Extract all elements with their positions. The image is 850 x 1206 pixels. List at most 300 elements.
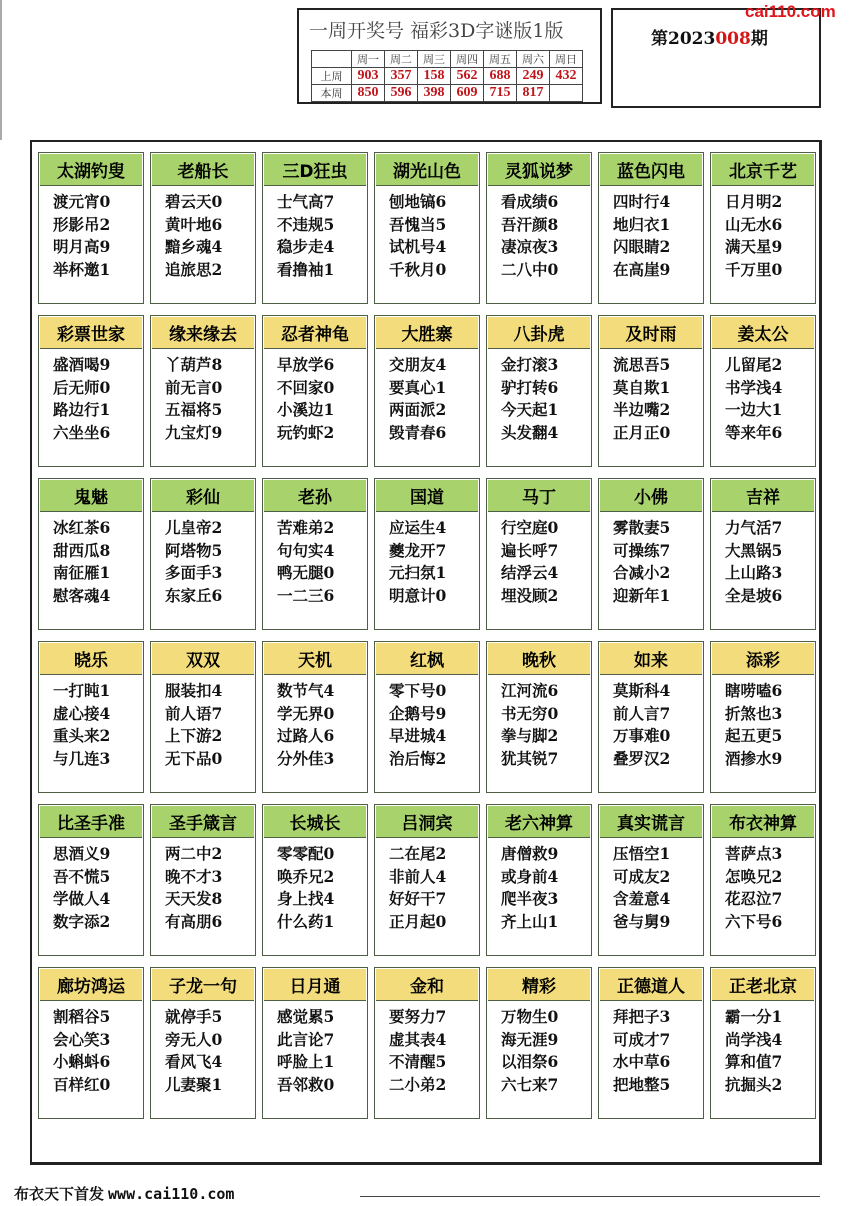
riddle-card <box>486 641 592 793</box>
issue-code: 008 <box>715 29 751 49</box>
riddle-line: 举杯邀1 <box>53 259 111 279</box>
riddle-line: 一打盹1 <box>53 681 111 700</box>
riddle-line: 二小弟2 <box>389 1074 447 1094</box>
riddle-line: 瞎唠嗑6 <box>725 681 783 700</box>
riddle-line: 两面派2 <box>389 400 447 419</box>
riddle-card <box>150 478 256 630</box>
riddle-line: 水中草6 <box>613 1052 671 1071</box>
riddle-line: 犹其锐7 <box>501 748 559 768</box>
card-body <box>599 843 703 933</box>
riddle-line: 学做人4 <box>53 889 111 908</box>
card-body <box>151 191 255 281</box>
card-author: 蓝色闪电 <box>600 154 702 186</box>
riddle-line: 闪眼睛2 <box>613 237 671 256</box>
riddle-line: 齐上山1 <box>501 911 559 931</box>
riddle-card <box>486 152 592 304</box>
card-author: 正德道人 <box>600 969 702 1001</box>
riddle-line: 书无穷0 <box>501 703 559 723</box>
card-body <box>39 843 143 933</box>
riddle-card <box>486 967 592 1119</box>
riddle-card <box>262 967 368 1119</box>
riddle-line: 碧云天0 <box>165 192 223 211</box>
riddle-line: 分外佳3 <box>277 748 335 768</box>
riddle-line: 明意计0 <box>389 585 447 605</box>
card-author: 国道 <box>376 480 478 512</box>
draw-number: 357 <box>385 68 418 85</box>
card-body <box>375 1006 479 1096</box>
riddle-line: 压悟空1 <box>613 844 671 863</box>
riddle-line: 刨地镐6 <box>389 192 447 211</box>
riddle-line: 会心笑3 <box>53 1029 111 1049</box>
riddle-line: 不违规5 <box>277 214 335 234</box>
riddle-line: 江河流6 <box>501 681 559 700</box>
riddle-line: 千万里0 <box>725 259 783 279</box>
riddle-line: 甜西瓜8 <box>53 540 111 560</box>
riddle-line: 服装扣4 <box>165 681 223 700</box>
draw-number: 432 <box>550 68 583 85</box>
riddle-line: 盛酒喝9 <box>53 355 111 374</box>
riddle-line: 早进城4 <box>389 726 447 745</box>
riddle-line: 万事难0 <box>613 726 671 745</box>
riddle-line: 句句实4 <box>277 540 335 560</box>
riddle-line: 儿皇帝2 <box>165 518 223 537</box>
riddle-line: 早放学6 <box>277 355 335 374</box>
card-author: 马丁 <box>488 480 590 512</box>
card-body <box>487 517 591 607</box>
card-author: 鬼魅 <box>40 480 142 512</box>
riddle-line: 满天星9 <box>725 237 783 256</box>
card-body <box>263 191 367 281</box>
card-author: 廊坊鸿运 <box>40 969 142 1001</box>
riddle-card <box>598 641 704 793</box>
riddle-line: 上山路3 <box>725 563 783 582</box>
riddle-line: 霸一分1 <box>725 1007 783 1026</box>
riddle-card <box>150 152 256 304</box>
card-author: 红枫 <box>376 643 478 675</box>
riddle-line: 在高崖9 <box>613 259 671 279</box>
day-header: 周六 <box>517 51 550 68</box>
riddle-line: 前无言0 <box>165 377 223 397</box>
riddle-line: 看成绩6 <box>501 192 559 211</box>
riddle-line: 慰客魂4 <box>53 585 111 605</box>
riddle-line: 交朋友4 <box>389 355 447 374</box>
draw-number: 398 <box>418 85 451 102</box>
riddle-card <box>38 967 144 1119</box>
riddle-line: 思酒义9 <box>53 844 111 863</box>
riddle-line: 六坐坐6 <box>53 422 111 442</box>
riddle-line: 莫斯科4 <box>613 681 671 700</box>
riddle-line: 无下品0 <box>165 748 223 768</box>
card-author: 正老北京 <box>712 969 814 1001</box>
day-header: 周一 <box>352 51 385 68</box>
riddle-card <box>710 641 816 793</box>
card-body <box>151 354 255 444</box>
riddle-line: 虚心接4 <box>53 703 111 723</box>
riddle-card <box>598 315 704 467</box>
riddle-line: 山无水6 <box>725 214 783 234</box>
riddle-card <box>374 641 480 793</box>
card-author: 子龙一句 <box>152 969 254 1001</box>
riddle-line: 六下号6 <box>725 911 783 931</box>
riddle-line: 呼脸上1 <box>277 1052 335 1071</box>
riddle-line: 应运生4 <box>389 518 447 537</box>
riddle-line: 零下号0 <box>389 681 447 700</box>
riddle-line: 吾邻救0 <box>277 1074 335 1094</box>
riddle-line: 士气高7 <box>277 192 335 211</box>
riddle-line: 大黑锅5 <box>725 540 783 560</box>
riddle-line: 正月正0 <box>613 422 671 442</box>
card-author: 忍者神龟 <box>264 317 366 349</box>
card-author: 缘来缘去 <box>152 317 254 349</box>
card-body <box>599 1006 703 1096</box>
riddle-card <box>38 641 144 793</box>
card-body <box>263 1006 367 1096</box>
riddle-line: 看撸袖1 <box>277 259 335 279</box>
riddle-line: 小蝌蚪6 <box>53 1052 111 1071</box>
card-body <box>375 517 479 607</box>
riddle-line: 黄叶地6 <box>165 214 223 234</box>
riddle-card <box>150 967 256 1119</box>
riddle-line: 起五更5 <box>725 726 783 745</box>
riddle-line: 鸭无腿0 <box>277 563 335 582</box>
riddle-line: 行空庭0 <box>501 518 559 537</box>
card-author: 老船长 <box>152 154 254 186</box>
weekly-results-panel <box>297 8 602 104</box>
card-body <box>711 1006 815 1096</box>
card-author: 金和 <box>376 969 478 1001</box>
riddle-line: 一边大1 <box>725 400 783 419</box>
riddle-line: 日月明2 <box>725 192 783 211</box>
draw-number: 903 <box>352 68 385 85</box>
riddle-card <box>262 804 368 956</box>
left-edge-rule <box>0 0 2 140</box>
riddle-line: 遍长呼7 <box>501 540 559 560</box>
riddle-line: 怎唤兄2 <box>725 866 783 886</box>
riddle-card <box>710 315 816 467</box>
riddle-card <box>374 804 480 956</box>
draw-number: 158 <box>418 68 451 85</box>
card-author: 圣手箴言 <box>152 806 254 838</box>
card-body <box>375 843 479 933</box>
card-author: 太湖钓叟 <box>40 154 142 186</box>
card-author: 真实谎言 <box>600 806 702 838</box>
riddle-line: 尚学浅4 <box>725 1029 783 1049</box>
riddle-line: 试机号4 <box>389 237 447 256</box>
card-author: 姜太公 <box>712 317 814 349</box>
riddle-line: 渡元宵0 <box>53 192 111 211</box>
riddle-line: 数节气4 <box>277 681 335 700</box>
riddle-card <box>486 804 592 956</box>
riddle-line: 以泪祭6 <box>501 1052 559 1071</box>
issue-suffix: 期 <box>750 29 768 49</box>
card-body <box>39 1006 143 1096</box>
riddle-card <box>486 478 592 630</box>
issue-prefix: 第2023 <box>651 29 716 49</box>
riddle-line: 把地整5 <box>613 1074 671 1094</box>
card-author: 及时雨 <box>600 317 702 349</box>
riddle-line: 非前人4 <box>389 866 447 886</box>
riddle-card <box>262 152 368 304</box>
corner-cell <box>312 51 352 68</box>
riddle-line: 海无涯9 <box>501 1029 559 1049</box>
riddle-line: 阿塔物5 <box>165 540 223 560</box>
card-author: 如来 <box>600 643 702 675</box>
day-header: 周二 <box>385 51 418 68</box>
card-body <box>151 680 255 770</box>
draw-number: 609 <box>451 85 484 102</box>
footer <box>14 1183 234 1204</box>
riddle-line: 或身前4 <box>501 866 559 886</box>
riddle-line: 今天起1 <box>501 400 559 419</box>
riddle-line: 四时行4 <box>613 192 671 211</box>
riddle-line: 书学浅4 <box>725 377 783 397</box>
riddle-line: 莫自欺1 <box>613 377 671 397</box>
card-body <box>263 843 367 933</box>
riddle-card <box>150 641 256 793</box>
riddle-card <box>150 804 256 956</box>
riddle-card <box>262 478 368 630</box>
riddle-line: 合减小2 <box>613 563 671 582</box>
riddle-line: 地归衣1 <box>613 214 671 234</box>
riddle-line: 感觉累5 <box>277 1007 335 1026</box>
riddle-line: 吾汗颜8 <box>501 214 559 234</box>
riddle-line: 稳步走4 <box>277 237 335 256</box>
card-author: 晓乐 <box>40 643 142 675</box>
riddle-line: 九宝灯9 <box>165 422 223 442</box>
days-row <box>312 51 583 68</box>
card-author: 彩仙 <box>152 480 254 512</box>
riddle-card <box>486 315 592 467</box>
card-body <box>263 354 367 444</box>
card-author: 小佛 <box>600 480 702 512</box>
card-body <box>39 517 143 607</box>
riddle-line: 全是坡6 <box>725 585 783 605</box>
card-author: 添彩 <box>712 643 814 675</box>
day-header: 周四 <box>451 51 484 68</box>
riddle-line: 五福将5 <box>165 400 223 419</box>
site-watermark[interactable]: cai110.com <box>745 2 836 21</box>
card-body <box>375 680 479 770</box>
card-body <box>711 843 815 933</box>
riddle-card <box>38 152 144 304</box>
riddle-line: 多面手3 <box>165 563 223 582</box>
riddle-line: 折煞也3 <box>725 703 783 723</box>
card-author: 大胜寨 <box>376 317 478 349</box>
riddle-card <box>262 641 368 793</box>
footer-url[interactable]: www.cai110.com <box>108 1185 235 1203</box>
riddle-line: 冰红茶6 <box>53 518 111 537</box>
riddle-line: 好好干7 <box>389 889 447 908</box>
card-body <box>39 354 143 444</box>
card-body <box>263 680 367 770</box>
issue-number <box>651 24 768 49</box>
riddle-line: 不回家0 <box>277 377 335 397</box>
riddle-line: 含羞意4 <box>613 889 671 908</box>
riddle-line: 金打滚3 <box>501 355 559 374</box>
riddle-line: 玩钓虾2 <box>277 422 335 442</box>
riddle-line: 吾愧当5 <box>389 214 447 234</box>
card-body <box>39 191 143 281</box>
card-author: 吕洞宾 <box>376 806 478 838</box>
riddle-line: 儿留尾2 <box>725 355 783 374</box>
riddle-line: 迎新年1 <box>613 585 671 605</box>
riddle-line: 南征雁1 <box>53 563 111 582</box>
riddle-line: 唐僧救9 <box>501 844 559 863</box>
riddle-line: 天天发8 <box>165 889 223 908</box>
riddle-line: 二八中0 <box>501 259 559 279</box>
riddle-line: 要努力7 <box>389 1007 447 1026</box>
card-author: 三D狂虫 <box>264 154 366 186</box>
riddle-line: 雾散妻5 <box>613 518 671 537</box>
card-body <box>487 843 591 933</box>
riddle-line: 千秋月0 <box>389 259 447 279</box>
riddle-line: 零零配0 <box>277 844 335 863</box>
card-body <box>599 680 703 770</box>
riddle-line: 割稻谷5 <box>53 1007 111 1026</box>
card-author: 长城长 <box>264 806 366 838</box>
riddle-line: 与几连3 <box>53 748 111 768</box>
card-body <box>599 354 703 444</box>
card-author: 比圣手准 <box>40 806 142 838</box>
card-author: 日月通 <box>264 969 366 1001</box>
riddle-line: 百样红0 <box>53 1074 111 1094</box>
riddle-line: 要真心1 <box>389 377 447 397</box>
riddle-line: 学无界0 <box>277 703 335 723</box>
row-label: 上周 <box>312 68 352 85</box>
draw-number: 688 <box>484 68 517 85</box>
riddle-card <box>598 804 704 956</box>
riddle-line: 追旅思2 <box>165 259 223 279</box>
riddle-line: 虚其表4 <box>389 1029 447 1049</box>
card-author: 八卦虎 <box>488 317 590 349</box>
card-body <box>711 517 815 607</box>
riddle-line: 可操练7 <box>613 540 671 560</box>
card-body <box>487 191 591 281</box>
riddle-line: 夔龙开7 <box>389 540 447 560</box>
riddle-line: 头发翻4 <box>501 422 559 442</box>
day-header: 周日 <box>550 51 583 68</box>
riddle-line: 可成才7 <box>613 1029 671 1049</box>
riddle-line: 看风飞4 <box>165 1052 223 1071</box>
riddle-line: 可成友2 <box>613 866 671 886</box>
riddle-card <box>598 478 704 630</box>
riddle-line: 明月高9 <box>53 237 111 256</box>
riddle-line: 抗掘头2 <box>725 1074 783 1094</box>
riddle-line: 两二中2 <box>165 844 223 863</box>
draw-number: 715 <box>484 85 517 102</box>
riddle-line: 埋没顾2 <box>501 585 559 605</box>
card-body <box>151 517 255 607</box>
riddle-line: 不清醒5 <box>389 1052 447 1071</box>
riddle-line: 结浮云4 <box>501 563 559 582</box>
riddle-line: 驴打转6 <box>501 377 559 397</box>
riddle-line: 后无师0 <box>53 377 111 397</box>
riddle-line: 万物生0 <box>501 1007 559 1026</box>
card-author: 彩票世家 <box>40 317 142 349</box>
riddle-card <box>150 315 256 467</box>
riddle-card <box>598 152 704 304</box>
riddle-line: 丫葫芦8 <box>165 355 223 374</box>
riddle-line: 六七来7 <box>501 1074 559 1094</box>
row-label: 本周 <box>312 85 352 102</box>
riddle-card <box>38 315 144 467</box>
draw-number: 817 <box>517 85 550 102</box>
weekly-results-table <box>311 50 583 102</box>
riddle-card <box>374 478 480 630</box>
riddle-line: 前人言7 <box>613 703 671 723</box>
riddle-line: 二在尾2 <box>389 844 447 863</box>
riddle-card <box>38 478 144 630</box>
draw-number <box>550 85 583 102</box>
riddle-card <box>710 152 816 304</box>
riddle-line: 等来年6 <box>725 422 783 442</box>
card-author: 老孙 <box>264 480 366 512</box>
riddle-line: 形影吊2 <box>53 214 111 234</box>
riddle-line: 身上找4 <box>277 889 335 908</box>
riddle-card <box>598 967 704 1119</box>
riddle-line: 凄凉夜3 <box>501 237 559 256</box>
riddle-line: 晚不才3 <box>165 866 223 886</box>
riddle-line: 重头来2 <box>53 726 111 745</box>
riddle-line: 儿妻聚1 <box>165 1074 223 1094</box>
riddle-line: 旁无人0 <box>165 1029 223 1049</box>
footer-rule <box>360 1196 820 1197</box>
riddle-line: 就停手5 <box>165 1007 223 1026</box>
riddle-line: 正月起0 <box>389 911 447 931</box>
card-body <box>599 191 703 281</box>
riddle-line: 花忍泣7 <box>725 889 783 908</box>
riddle-line: 小溪边1 <box>277 400 335 419</box>
card-body <box>487 354 591 444</box>
day-header: 周三 <box>418 51 451 68</box>
card-author: 北京千艺 <box>712 154 814 186</box>
riddle-line: 一二三6 <box>277 585 335 605</box>
riddle-line: 力气活7 <box>725 518 783 537</box>
riddle-card <box>374 152 480 304</box>
card-body <box>487 1006 591 1096</box>
riddle-line: 此言论7 <box>277 1029 335 1049</box>
riddle-card <box>262 315 368 467</box>
card-author: 吉祥 <box>712 480 814 512</box>
riddle-line: 爸与舅9 <box>613 911 671 931</box>
riddle-line: 东家丘6 <box>165 585 223 605</box>
card-body <box>375 354 479 444</box>
riddle-line: 拜把子3 <box>613 1007 671 1026</box>
card-author: 湖光山色 <box>376 154 478 186</box>
riddle-line: 元扫氛1 <box>389 563 447 582</box>
draw-number: 596 <box>385 85 418 102</box>
riddle-line: 拳与脚2 <box>501 726 559 745</box>
card-author: 精彩 <box>488 969 590 1001</box>
riddle-card <box>374 967 480 1119</box>
card-body <box>599 517 703 607</box>
this-week-row <box>312 85 583 102</box>
riddle-line: 有高朋6 <box>165 911 223 931</box>
riddle-line: 酒掺水9 <box>725 748 783 768</box>
riddle-line: 前人语7 <box>165 703 223 723</box>
riddle-line: 数字添2 <box>53 911 111 931</box>
riddle-line: 毁青春6 <box>389 422 447 442</box>
riddle-card <box>710 478 816 630</box>
riddle-line: 吾不慌5 <box>53 866 111 886</box>
riddle-line: 过路人6 <box>277 726 335 745</box>
card-author: 双双 <box>152 643 254 675</box>
riddle-card <box>374 315 480 467</box>
card-body <box>487 680 591 770</box>
card-author: 晚秋 <box>488 643 590 675</box>
card-body <box>711 680 815 770</box>
last-week-row <box>312 68 583 85</box>
